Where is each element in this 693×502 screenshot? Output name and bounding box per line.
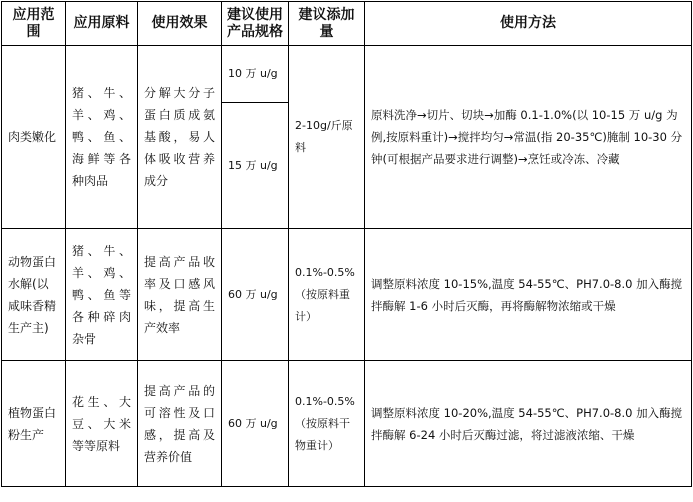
header-material: 应用原料 bbox=[66, 2, 138, 46]
cell-scope: 植物蛋白粉生产 bbox=[2, 361, 66, 487]
cell-scope: 动物蛋白水解(以咸味香精生产主) bbox=[2, 229, 66, 361]
cell-effect: 提高产品收率及口感风味，提高生产效率 bbox=[138, 229, 222, 361]
table-row bbox=[2, 46, 692, 103]
header-row bbox=[2, 2, 692, 46]
header-dosage: 建议添加量 bbox=[289, 2, 365, 46]
cell-material: 花生、大豆、大米等等原料 bbox=[66, 361, 138, 487]
cell-material: 猪、牛、羊、鸡、鸭、鱼等各种碎肉杂骨 bbox=[66, 229, 138, 361]
cell-dosage: 0.1%-0.5%（按原料干物重计） bbox=[289, 361, 365, 487]
cell-effect: 分解大分子蛋白质成氨基酸，易人体吸收营养成分 bbox=[138, 46, 222, 229]
header-scope: 应用范围 bbox=[2, 2, 66, 46]
header-method: 使用方法 bbox=[365, 2, 692, 46]
cell-method: 调整原料浓度 10-15%,温度 54-55℃、PH7.0-8.0 加入酶搅拌酶解 1-6 小时后灭酶，再将酶解物浓缩或干燥 bbox=[365, 229, 692, 361]
table-row bbox=[2, 229, 692, 361]
cell-material: 猪、牛、羊、鸡、鸭、鱼、海鲜等各种肉品 bbox=[66, 46, 138, 229]
cell-spec: 15 万 u/g bbox=[222, 103, 289, 229]
cell-spec: 10 万 u/g bbox=[222, 46, 289, 103]
cell-spec: 60 万 u/g bbox=[222, 229, 289, 361]
cell-dosage: 2-10g/斤原料 bbox=[289, 46, 365, 229]
cell-dosage: 0.1%-0.5%（按原料重计） bbox=[289, 229, 365, 361]
cell-method: 调整原料浓度 10-20%,温度 54-55℃、PH7.0-8.0 加入酶搅拌酶解 6-24 小时后灭酶过滤，将过滤液浓缩、干燥 bbox=[365, 361, 692, 487]
cell-scope: 肉类嫩化 bbox=[2, 46, 66, 229]
table-row bbox=[2, 361, 692, 487]
cell-spec: 60 万 u/g bbox=[222, 361, 289, 487]
header-effect: 使用效果 bbox=[138, 2, 222, 46]
cell-method: 原料洗净→切片、切块→加酶 0.1-1.0%(以 10-15 万 u/g 为例,按原料重计)→搅拌均匀→常温(指 20-35℃)腌制 10-30 分钟(可根据产品要求进行调整)→烹饪或冷冻、冷藏 bbox=[365, 46, 692, 229]
header-spec: 建议使用产品规格 bbox=[222, 2, 289, 46]
cell-effect: 提高产品的可溶性及口感，提高及营养价值 bbox=[138, 361, 222, 487]
enzyme-usage-table bbox=[1, 1, 692, 487]
